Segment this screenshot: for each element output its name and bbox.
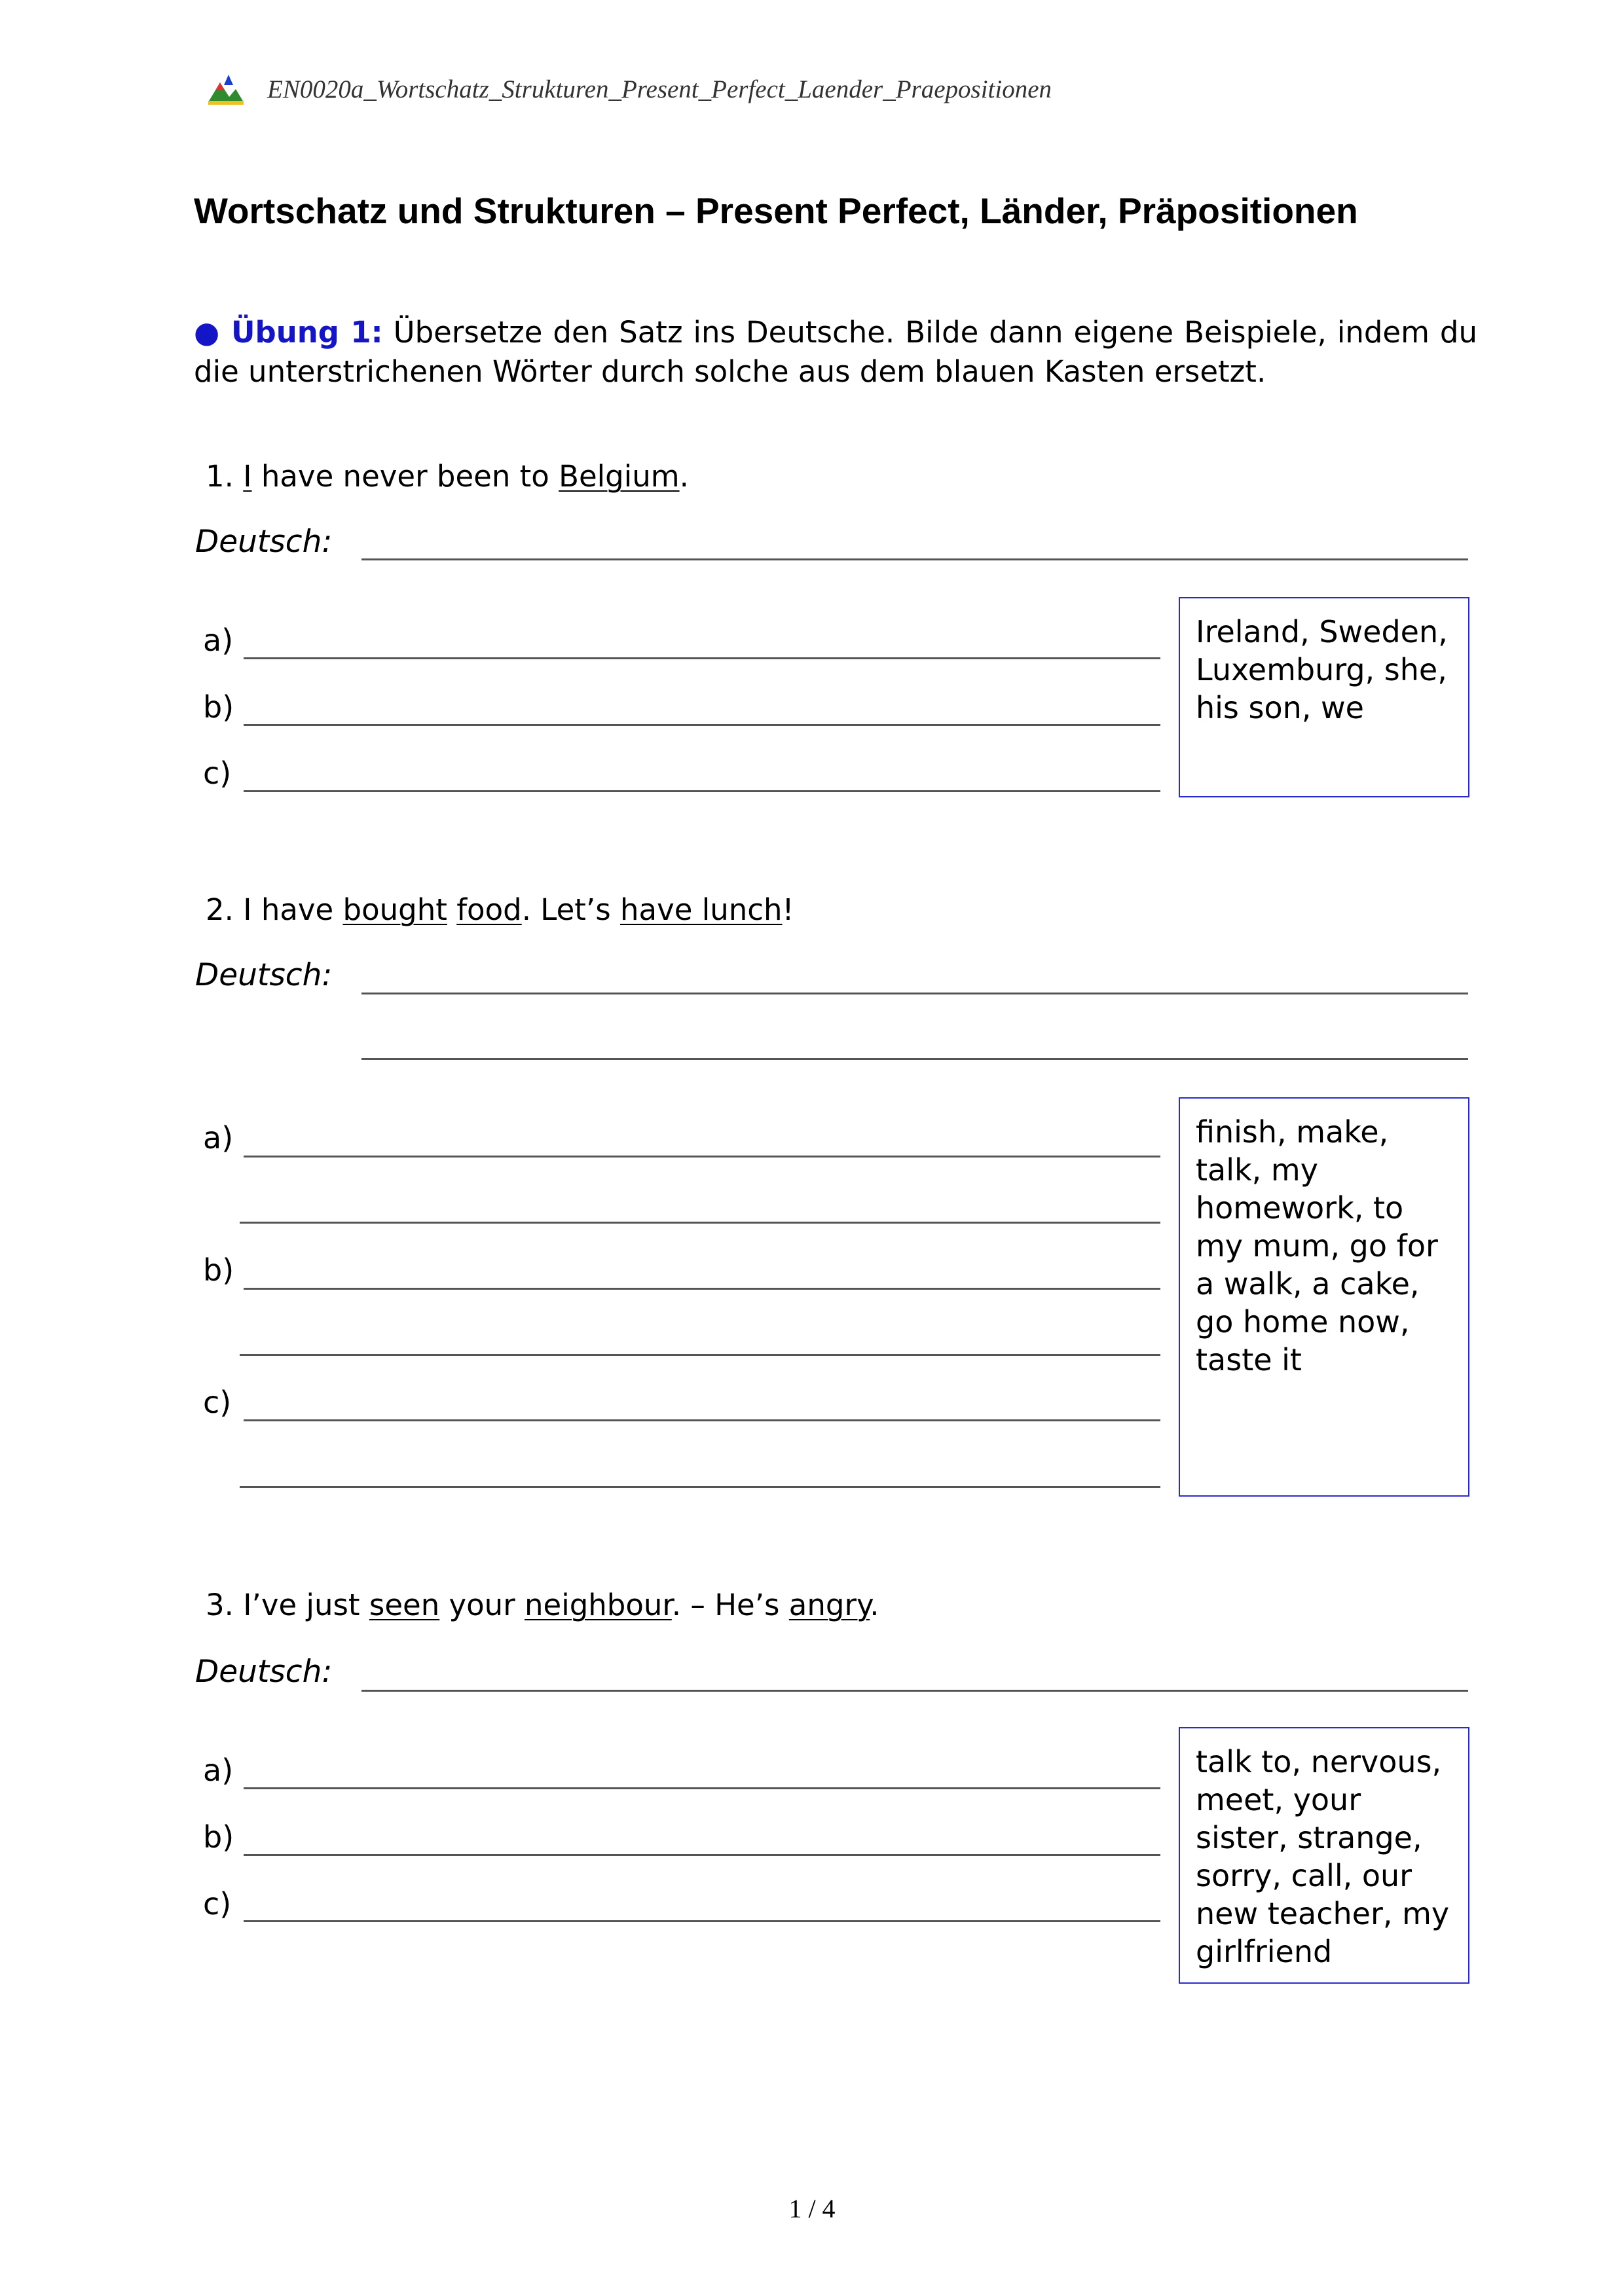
answer-line-c[interactable] bbox=[244, 1920, 1160, 1922]
answer-line-c[interactable] bbox=[244, 790, 1160, 792]
exercise-1-sentence bbox=[206, 458, 689, 495]
answer-letter: b) bbox=[203, 1819, 234, 1855]
answer-letter: a) bbox=[203, 623, 234, 658]
sentence-text: ! bbox=[782, 892, 794, 927]
underlined-word: food bbox=[456, 892, 522, 927]
exercise-number: 2. bbox=[206, 892, 234, 927]
exercise-3-sentence bbox=[206, 1587, 879, 1624]
instructions-text: Übersetze den Satz ins Deutsche. Bilde dann eigene Beispiele, indem du die unterstrichenen Wörter durch solche aus dem blauen Kasten ersetzt. bbox=[194, 315, 1478, 389]
answer-letter: c) bbox=[203, 1385, 232, 1420]
underlined-word: I bbox=[243, 459, 252, 494]
exercise-2-sentence bbox=[206, 892, 794, 928]
word-box: finish, make, talk, my homework, to my mum, go for a walk, a cake, go home now, taste it bbox=[1179, 1097, 1469, 1497]
sentence-text: your bbox=[439, 1588, 525, 1622]
answer-letter: a) bbox=[203, 1753, 234, 1788]
answer-line-a2[interactable] bbox=[240, 1222, 1160, 1224]
exercise-label: Übung 1: bbox=[231, 315, 383, 350]
sentence-text: . bbox=[870, 1588, 879, 1622]
answer-letter: c) bbox=[203, 1886, 232, 1922]
page-title: Wortschatz und Strukturen – Present Perfect, Länder, Präpositionen bbox=[194, 191, 1358, 231]
sentence-text: . – He’s bbox=[671, 1588, 789, 1622]
answer-letter: c) bbox=[203, 756, 232, 791]
answer-line-a[interactable] bbox=[244, 657, 1160, 659]
answer-letter: b) bbox=[203, 1252, 234, 1288]
deutsch-answer-line-2[interactable] bbox=[361, 1058, 1468, 1060]
answer-line-b[interactable] bbox=[244, 1854, 1160, 1856]
sentence-text: . bbox=[679, 459, 689, 494]
sentence-text bbox=[447, 892, 456, 927]
mountain-logo-icon bbox=[207, 73, 245, 106]
sentence-text: have never been to bbox=[251, 459, 559, 494]
header-filename: EN0020a_Wortschatz_Strukturen_Present_Perfect_Laender_Praepositionen bbox=[267, 75, 1052, 103]
answer-line-c[interactable] bbox=[244, 1419, 1160, 1421]
underlined-word: neighbour bbox=[525, 1588, 672, 1622]
underlined-word: Belgium bbox=[559, 459, 680, 494]
word-box: talk to, nervous, meet, your sister, strange, sorry, call, our new teacher, my girlfriend bbox=[1179, 1727, 1469, 1984]
instructions bbox=[194, 313, 1477, 392]
exercise-number: 1. bbox=[206, 459, 234, 494]
answer-line-c2[interactable] bbox=[240, 1486, 1160, 1488]
answer-line-a[interactable] bbox=[244, 1787, 1160, 1789]
answer-line-b[interactable] bbox=[244, 724, 1160, 726]
sentence-text: . Let’s bbox=[521, 892, 620, 927]
underlined-word: angry bbox=[788, 1588, 870, 1622]
underlined-word: bought bbox=[342, 892, 447, 927]
deutsch-answer-line[interactable] bbox=[361, 558, 1468, 560]
answer-line-b2[interactable] bbox=[240, 1354, 1160, 1356]
bullet: ● bbox=[194, 315, 221, 350]
answer-line-b[interactable] bbox=[244, 1288, 1160, 1290]
deutsch-label: Deutsch: bbox=[195, 524, 333, 560]
underlined-word: have lunch bbox=[619, 892, 783, 927]
answer-letter: a) bbox=[203, 1120, 234, 1156]
sentence-text: I have bbox=[243, 892, 343, 927]
page-number: 1 / 4 bbox=[788, 2194, 836, 2223]
word-box: Ireland, Sweden, Luxemburg, she, his son, we bbox=[1179, 597, 1469, 797]
sentence-text: I’ve just bbox=[243, 1588, 369, 1622]
answer-line-a[interactable] bbox=[244, 1156, 1160, 1157]
deutsch-label: Deutsch: bbox=[195, 1654, 333, 1690]
deutsch-answer-line[interactable] bbox=[361, 993, 1468, 994]
answer-letter: b) bbox=[203, 689, 234, 725]
exercise-number: 3. bbox=[206, 1588, 234, 1622]
deutsch-label: Deutsch: bbox=[195, 957, 333, 993]
deutsch-answer-line[interactable] bbox=[361, 1690, 1468, 1692]
underlined-word: seen bbox=[369, 1588, 440, 1622]
